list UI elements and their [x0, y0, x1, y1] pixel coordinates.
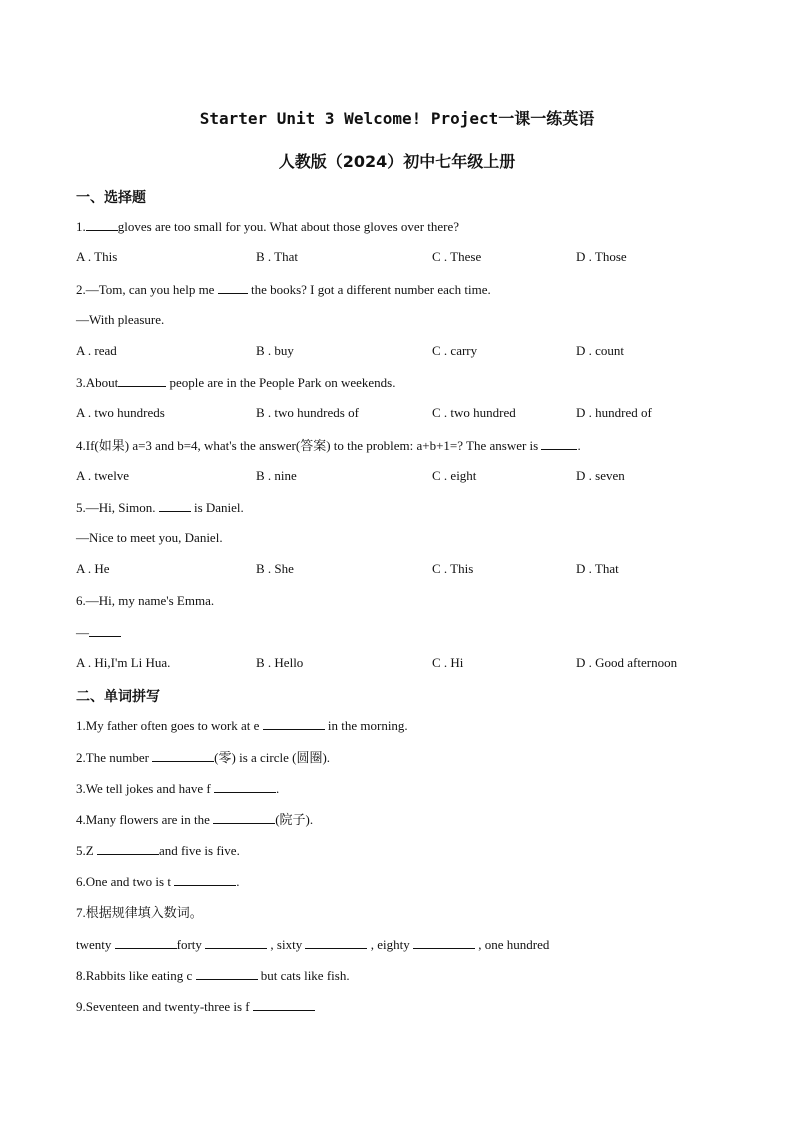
answer-blank: [214, 780, 276, 793]
spelling-8: 8.Rabbits like eating c but cats like fish.: [76, 968, 350, 983]
q3-option-d: D . hundred of: [576, 405, 652, 420]
answer-blank: [152, 749, 214, 762]
answer-blank: [305, 936, 367, 949]
q2-option-b: B . buy: [256, 343, 294, 358]
question-1: 1. gloves are too small for you. What about those gloves over there?: [76, 219, 460, 234]
q1-option-a: A . This: [76, 249, 118, 264]
answer-blank: [218, 281, 248, 294]
spelling-9: 9.Seventeen and twenty-three is f: [76, 998, 315, 1015]
spelling-5: 5.Z and five is five.: [76, 843, 240, 858]
spelling-7-sequence: twenty forty , sixty , eighty , one hundred: [76, 937, 550, 952]
answer-blank: [118, 374, 166, 387]
question-4: 4.If(如果) a=3 and b=4, what's the answer(答案) to the problem: a+b+1=? The answer is .: [76, 438, 581, 453]
answer-blank: [196, 967, 258, 980]
question-5-reply: —Nice to meet you, Daniel.: [76, 530, 223, 545]
answer-blank: [205, 936, 267, 949]
question-6-reply: —: [76, 624, 121, 641]
q2-option-c: C . carry: [432, 343, 478, 358]
q5-option-d: D . That: [576, 561, 619, 576]
question-6: 6.—Hi, my name's Emma.: [76, 593, 215, 608]
q5-option-c: C . This: [432, 561, 474, 576]
q6-option-b: B . Hello: [256, 655, 304, 670]
q6-option-c: C . Hi: [432, 655, 464, 670]
answer-blank: [213, 811, 275, 824]
answer-blank: [174, 873, 236, 886]
answer-blank: [86, 218, 118, 231]
q2-option-a: A . read: [76, 343, 117, 358]
page-subtitle: 人教版（2024）初中七年级上册: [278, 152, 516, 171]
spelling-2: 2.The number (零) is a circle (圆圈).: [76, 750, 331, 765]
answer-blank: [541, 437, 577, 450]
section-heading-spelling: 二、单词拼写: [76, 689, 160, 705]
q1-option-c: C . These: [432, 249, 482, 264]
answer-blank: [89, 624, 121, 637]
answer-blank: [115, 936, 177, 949]
page-title: Starter Unit 3 Welcome! Project一课一练英语: [199, 109, 595, 128]
q2-option-d: D . count: [576, 343, 625, 358]
q1-option-b: B . That: [256, 249, 299, 264]
answer-blank: [263, 717, 325, 730]
question-5: 5.—Hi, Simon. is Daniel.: [76, 500, 244, 515]
q5-option-b: B . She: [256, 561, 294, 576]
question-2: 2.—Tom, can you help me the books? I got a different number each time.: [76, 282, 491, 297]
spelling-6: 6.One and two is t .: [76, 874, 240, 889]
q4-option-c: C . eight: [432, 468, 477, 483]
q3-option-b: B . two hundreds of: [256, 405, 359, 420]
q6-option-a: A . Hi,I'm Li Hua.: [76, 655, 171, 670]
answer-blank: [413, 936, 475, 949]
q4-option-a: A . twelve: [76, 468, 130, 483]
spelling-7: 7.根据规律填入数词。: [76, 905, 203, 920]
q6-option-d: D . Good afternoon: [576, 655, 678, 670]
question-2-reply: —With pleasure.: [76, 312, 165, 327]
spelling-1: 1.My father often goes to work at e in the morning.: [76, 718, 408, 733]
q4-option-b: B . nine: [256, 468, 297, 483]
answer-blank: [253, 998, 315, 1011]
section-heading-choice: 一、选择题: [76, 190, 146, 206]
spelling-3: 3.We tell jokes and have f .: [76, 781, 280, 796]
answer-blank: [159, 499, 191, 512]
q5-option-a: A . He: [76, 561, 110, 576]
answer-blank: [97, 842, 159, 855]
q3-option-a: A . two hundreds: [76, 405, 165, 420]
question-3: 3.About people are in the People Park on weekends.: [76, 375, 396, 390]
spelling-4: 4.Many flowers are in the (院子).: [76, 812, 314, 827]
q4-option-d: D . seven: [576, 468, 625, 483]
q1-option-d: D . Those: [576, 249, 627, 264]
q3-option-c: C . two hundred: [432, 405, 516, 420]
